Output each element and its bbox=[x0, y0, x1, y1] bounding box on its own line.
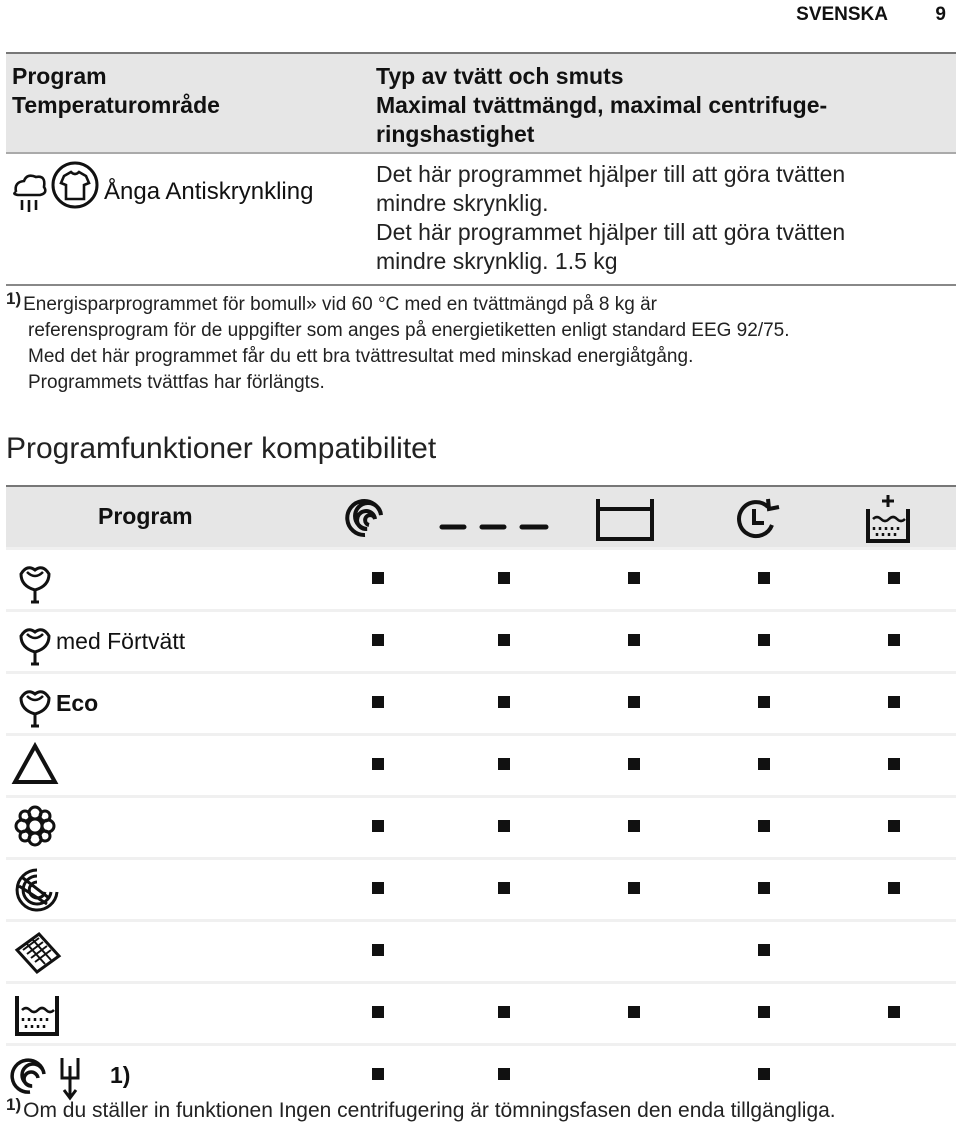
compatible-mark bbox=[628, 820, 640, 832]
row-divider bbox=[6, 671, 956, 674]
row-label: med Förtvätt bbox=[56, 628, 186, 654]
compatible-mark bbox=[758, 944, 770, 956]
compatible-mark bbox=[372, 1068, 384, 1080]
compatible-mark bbox=[758, 572, 770, 584]
compatible-mark bbox=[372, 820, 384, 832]
row-label: Eco bbox=[56, 690, 99, 716]
laundry-column-header bbox=[376, 62, 936, 149]
compatible-mark bbox=[372, 944, 384, 956]
compatibility-table bbox=[6, 485, 956, 1105]
program-header-line: Program bbox=[12, 63, 107, 89]
compatible-mark bbox=[888, 758, 900, 770]
laundry-type-header-line: Typ av tvätt och smuts bbox=[376, 63, 624, 89]
compatible-mark bbox=[888, 1006, 900, 1018]
compatible-mark bbox=[498, 1006, 510, 1018]
spin-icon bbox=[342, 495, 388, 541]
spin-speed-header-line: ringshastighet bbox=[376, 121, 535, 147]
description-line: Det här programmet hjälper till att göra tvätten bbox=[376, 161, 846, 187]
compatible-mark bbox=[372, 696, 384, 708]
compatible-mark bbox=[498, 572, 510, 584]
dashes-icon bbox=[438, 495, 552, 541]
compatible-mark bbox=[758, 696, 770, 708]
compat-row bbox=[6, 981, 956, 1043]
program-description bbox=[376, 160, 936, 276]
compatible-mark bbox=[372, 882, 384, 894]
compatible-mark bbox=[628, 696, 640, 708]
page-number: 9 bbox=[935, 4, 946, 25]
compatible-mark bbox=[498, 696, 510, 708]
compat-row bbox=[6, 671, 956, 733]
compat-row bbox=[6, 919, 956, 981]
row-divider bbox=[6, 981, 956, 984]
compat-row bbox=[6, 1043, 956, 1105]
row-divider bbox=[6, 1043, 956, 1046]
compatible-mark bbox=[372, 572, 384, 584]
wool-icon bbox=[10, 866, 66, 916]
compatible-mark bbox=[498, 1068, 510, 1080]
curtains-icon bbox=[10, 928, 66, 978]
cotton-icon bbox=[10, 556, 66, 606]
program-table-header bbox=[6, 52, 956, 154]
row-divider bbox=[6, 795, 956, 798]
footnote-text: Om du ställer in funktionen Ingen centrifugering är tömningsfasen den enda tillgängliga. bbox=[23, 1099, 836, 1122]
compat-row bbox=[6, 857, 956, 919]
compat-row bbox=[6, 795, 956, 857]
compat-row bbox=[6, 547, 956, 609]
footnote-line: Med det här programmet får du ett bra tvättresultat med minskad energiåtgång. bbox=[28, 346, 694, 367]
program-row-steam bbox=[6, 154, 956, 286]
compatibility-table-header bbox=[6, 485, 956, 547]
compatible-mark bbox=[888, 634, 900, 646]
extra-rinse-icon bbox=[864, 495, 914, 545]
compatible-mark bbox=[498, 882, 510, 894]
description-line: Det här programmet hjälper till att göra tvätten bbox=[376, 219, 846, 245]
compatible-mark bbox=[372, 758, 384, 770]
program-name: Ånga Antiskrynkling bbox=[104, 178, 314, 205]
description-line: mindre skrynklig. 1.5 kg bbox=[376, 248, 618, 274]
compatible-mark bbox=[628, 1006, 640, 1018]
compatible-mark bbox=[758, 1006, 770, 1018]
compatible-mark bbox=[758, 882, 770, 894]
footnote-spin bbox=[6, 1095, 836, 1124]
footnote-line: referensprogram för de uppgifter som anges på energietiketten enligt standard EEG 92/75. bbox=[28, 320, 790, 341]
program-column-header bbox=[12, 62, 220, 120]
compatible-mark bbox=[372, 1006, 384, 1018]
spin-drain-icon bbox=[10, 1052, 90, 1102]
compatible-mark bbox=[758, 758, 770, 770]
compatible-mark bbox=[498, 634, 510, 646]
footnote-marker: 1) bbox=[6, 1095, 22, 1114]
footnote-energy bbox=[6, 289, 946, 396]
rinse-icon bbox=[10, 990, 66, 1040]
compatible-mark bbox=[628, 882, 640, 894]
row-divider bbox=[6, 857, 956, 860]
compatible-mark bbox=[758, 1068, 770, 1080]
page-header bbox=[0, 0, 960, 30]
footnote-line: Energisparprogrammet för bomull» vid 60 °C med en tvättmängd på 8 kg är bbox=[23, 294, 657, 315]
language-label: SVENSKA bbox=[796, 4, 888, 25]
description-line: mindre skrynklig. bbox=[376, 190, 549, 216]
max-load-header-line: Maximal tvättmängd, maximal centrifuge- bbox=[376, 92, 828, 118]
delicates-icon bbox=[10, 804, 66, 854]
compatible-mark bbox=[758, 634, 770, 646]
tub-icon bbox=[594, 495, 656, 545]
shirt-icon bbox=[50, 160, 100, 210]
program-column-header: Program bbox=[98, 503, 193, 529]
temperature-header-line: Temperaturområde bbox=[12, 92, 220, 118]
compatible-mark bbox=[628, 758, 640, 770]
compatible-mark bbox=[758, 820, 770, 832]
compatible-mark bbox=[888, 572, 900, 584]
program-table bbox=[6, 52, 956, 286]
compatibility-rows bbox=[6, 547, 956, 1105]
compatible-mark bbox=[888, 820, 900, 832]
row-label: 1) bbox=[110, 1062, 131, 1088]
row-divider bbox=[6, 919, 956, 922]
compatible-mark bbox=[498, 820, 510, 832]
compatible-mark bbox=[888, 882, 900, 894]
synthetics-icon bbox=[10, 742, 66, 792]
compatible-mark bbox=[498, 758, 510, 770]
footnote-line: Programmets tvättfas har förlängts. bbox=[28, 372, 325, 393]
compatible-mark bbox=[628, 634, 640, 646]
compat-row bbox=[6, 609, 956, 671]
compat-row bbox=[6, 733, 956, 795]
footnote-marker: 1) bbox=[6, 289, 22, 308]
timer-icon bbox=[732, 495, 782, 545]
compatible-mark bbox=[888, 696, 900, 708]
row-divider bbox=[6, 733, 956, 736]
row-divider bbox=[6, 547, 956, 550]
row-divider bbox=[6, 609, 956, 612]
compatible-mark bbox=[628, 572, 640, 584]
compatible-mark bbox=[372, 634, 384, 646]
section-title: Programfunktioner kompatibilitet bbox=[6, 432, 437, 465]
